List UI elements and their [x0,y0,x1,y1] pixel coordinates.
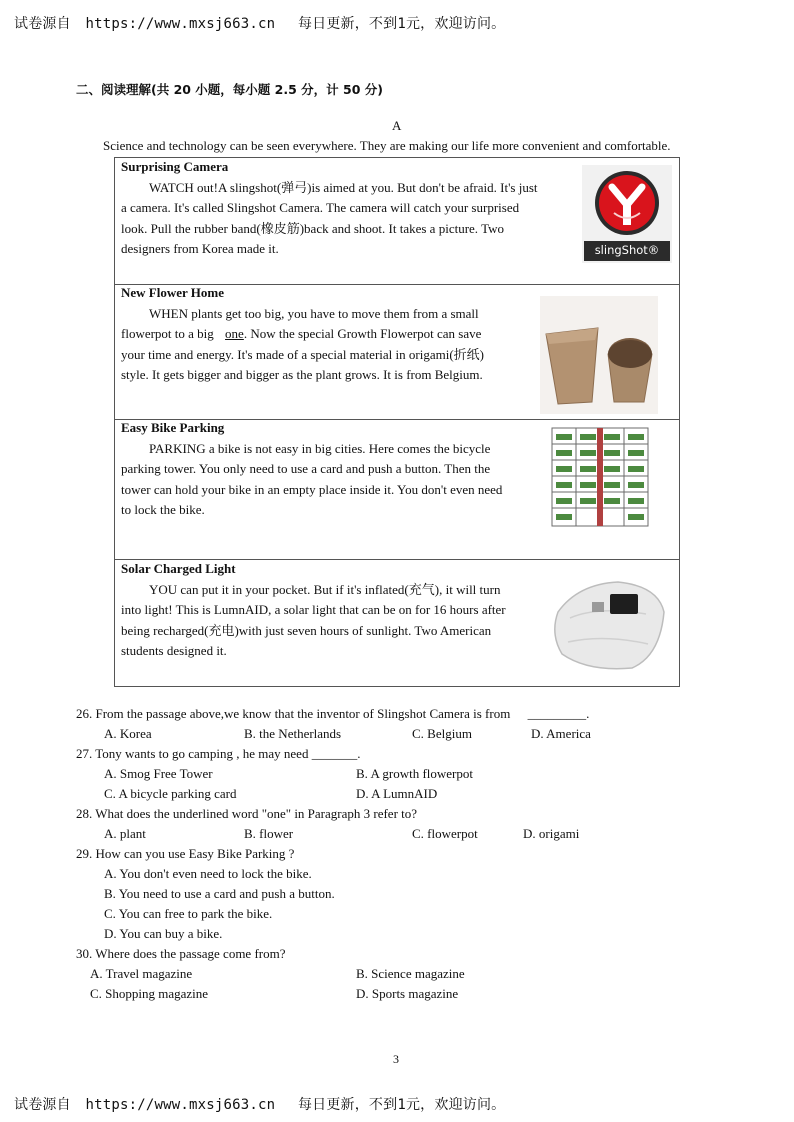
solar-light-image [548,572,670,674]
option[interactable]: A. Smog Free Tower [104,766,213,781]
cell-new-flower-home [121,283,541,386]
header-slogan: 每日更新，不到1元，欢迎访问。 [297,16,506,32]
options-row [76,766,756,786]
cell-line: WHEN plants get too big, you have to move them from a small [149,305,479,321]
cell-line: a camera. It's called Slingshot Camera. The camera will catch your surprised [121,200,520,215]
cell-line: style. It gets bigger and bigger as the plant grows. It is from Belgium. [121,367,483,382]
cell-line: look. Pull the rubber band(橡皮筋)back and shoot. It takes a picture. Two [121,220,504,236]
cell-line: students designed it. [121,643,227,658]
cell-solar-charged-light [121,559,551,662]
cell-line: parking tower. You only need to use a card and push a button. Then the [121,461,491,476]
footer-source-label: 试卷源自 [14,1097,71,1113]
answer-blank: _________. [527,706,590,721]
cell-line-part: . Now the special Growth Flowerpot can save [243,326,482,341]
options-row [76,986,756,1006]
bike-tower-image [548,424,652,532]
option[interactable]: C. A bicycle parking card [104,786,237,801]
option[interactable]: B. You need to use a card and push a button. [104,886,335,901]
option[interactable]: A. You don't even need to lock the bike. [104,866,312,881]
cell-line: being recharged(充电)with just seven hours of sunlight. Two American [121,622,492,638]
option[interactable]: A. Korea [104,726,152,741]
header-url[interactable]: https://www.mxsj663.cn [85,16,276,32]
options-row [76,786,756,806]
cell-line-part: flowerpot to a big [121,326,214,341]
cell-line: into light! This is LumnAID, a solar light that can be on for 16 hours after [121,602,506,617]
slingshot-logo-text: slingShot® [594,243,660,257]
question-27: 27. Tony wants to go camping , he may need _______. [76,746,361,761]
options-row [76,826,756,846]
passage-intro: Science and technology can be seen everywhere. They are making our life more convenient and comfortable. [103,138,671,153]
option[interactable]: C. You can free to park the bike. [104,906,273,921]
options-row [76,726,756,746]
option[interactable]: B. A growth flowerpot [356,766,473,781]
option[interactable]: D. Sports magazine [356,986,459,1001]
cell-easy-bike-parking [121,418,551,521]
option[interactable]: B. Science magazine [356,966,465,981]
cell-line: YOU can put it in your pocket. But if it's inflated(充气), it will turn [149,581,501,597]
footer-url[interactable]: https://www.mxsj663.cn [85,1097,276,1113]
question-28: 28. What does the underlined word "one" in Paragraph 3 refer to? [76,806,418,821]
page-header [14,13,505,33]
option[interactable]: B. the Netherlands [244,726,342,741]
section-title: 二、阅读理解(共 20 小题，每小题 2.5 分，计 50 分) [76,82,383,97]
cell-line [121,324,541,345]
cell-title: Easy Bike Parking [121,420,225,435]
option[interactable]: C. flowerpot [412,826,478,841]
cell-title: Solar Charged Light [121,561,236,576]
footer-slogan: 每日更新，不到1元，欢迎访问。 [297,1097,506,1113]
cell-title: Surprising Camera [121,159,229,174]
header-source-label: 试卷源自 [14,16,71,32]
option[interactable]: B. flower [244,826,294,841]
question-29: 29. How can you use Easy Bike Parking ? [76,846,295,861]
option[interactable]: D. You can buy a bike. [104,926,223,941]
option[interactable]: D. America [531,726,591,741]
flowerpot-image [540,296,658,414]
cell-line: designers from Korea made it. [121,241,279,256]
cell-title: New Flower Home [121,285,225,300]
option[interactable]: D. A LumnAID [356,786,438,801]
option[interactable]: A. plant [104,826,146,841]
question-26 [76,706,756,726]
cell-line: PARKING a bike is not easy in big cities. Here comes the bicycle [149,440,491,456]
option[interactable]: C. Belgium [412,726,472,741]
cell-surprising-camera [121,157,571,260]
options-row [76,966,756,986]
question-stem: 26. From the passage above,we know that the inventor of Slingshot Camera is from [76,706,511,721]
cell-line: tower can hold your bike in an empty place inside it. You don't even need [121,481,503,497]
page-footer [14,1094,505,1114]
question-30: 30. Where does the passage come from? [76,946,286,961]
passage-letter: A [392,118,402,133]
questions [76,706,756,1006]
underlined-word-one: one [225,326,244,341]
cell-line: WATCH out!A slingshot(弹弓)is aimed at you. But don't be afraid. It's just [149,179,538,195]
page-number: 3 [393,1052,399,1066]
cell-line: to lock the bike. [121,502,205,517]
slingshot-camera-image [582,165,672,263]
option[interactable]: C. Shopping magazine [90,986,209,1001]
cell-line: your time and energy. It's made of a special material in origami(折纸) [121,346,484,362]
option[interactable]: D. origami [523,826,580,841]
option[interactable]: A. Travel magazine [90,966,193,981]
